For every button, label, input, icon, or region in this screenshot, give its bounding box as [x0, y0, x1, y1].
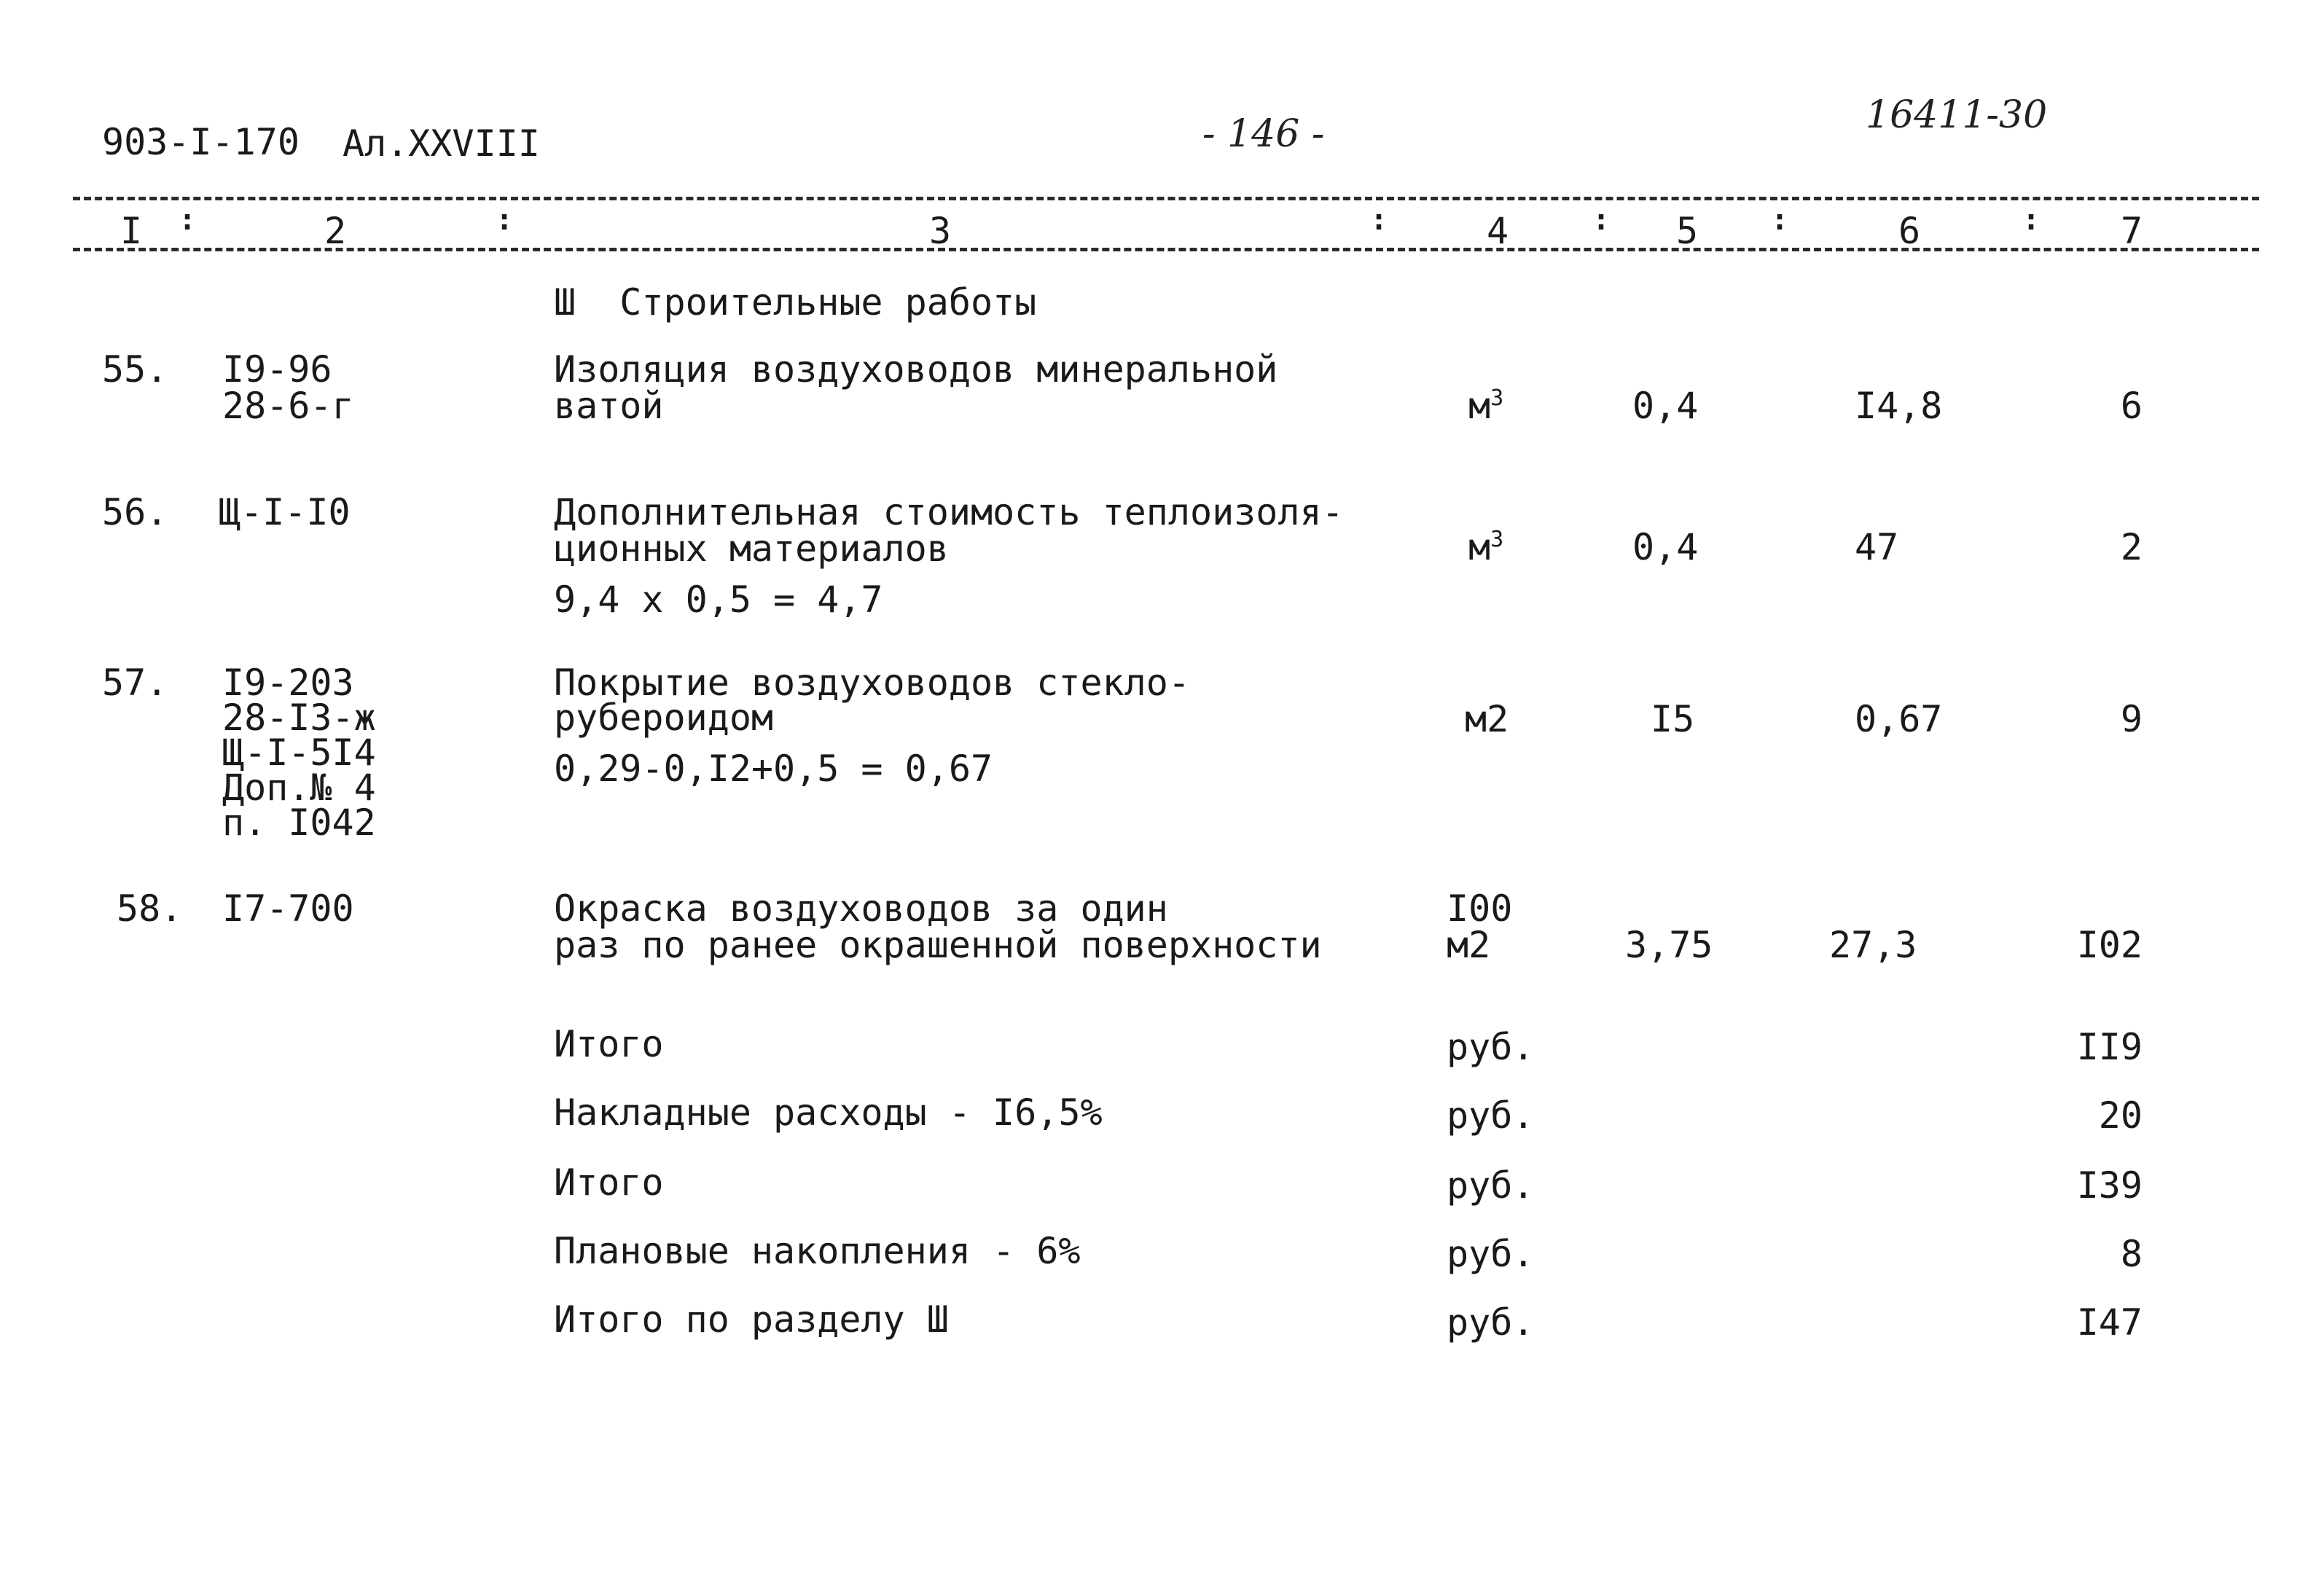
row-number: 55. — [102, 348, 168, 391]
row-code: 28-I3-ж — [222, 697, 376, 739]
header-rule-bottom — [73, 248, 2259, 251]
row-code: I9-96 — [222, 348, 332, 391]
row-unit-price: 0,67 — [1855, 698, 1943, 740]
page-number: - 146 - — [1202, 112, 1325, 156]
header-rule-top — [73, 197, 2259, 200]
summary-total: I39 — [2076, 1164, 2143, 1207]
row-calculation: 9,4 х 0,5 = 4,7 — [554, 579, 883, 621]
row-description: рубероидом — [554, 697, 774, 739]
summary-total: 8 — [2120, 1233, 2143, 1275]
summary-unit: руб. — [1447, 1026, 1535, 1068]
row-number: 58. — [117, 887, 183, 930]
row-description: ционных материалов — [554, 528, 949, 570]
row-quantity: I5 — [1651, 698, 1695, 740]
summary-total: I47 — [2076, 1301, 2143, 1344]
handwritten-ref: 16411-30 — [1866, 93, 2048, 137]
row-unit: м2 — [1465, 698, 1509, 740]
row-description: Окраска воздуховодов за один — [554, 887, 1168, 930]
summary-label: Итого — [554, 1023, 664, 1065]
col-header-6: 6 — [1898, 210, 1921, 252]
col-separator: : — [1771, 203, 1789, 237]
row-code: Щ-I-I0 — [219, 491, 351, 533]
row-code: I7-700 — [222, 887, 354, 930]
row-number: 57. — [102, 662, 168, 704]
row-code: п. I042 — [222, 801, 376, 844]
col-separator: : — [2022, 203, 2041, 237]
col-separator: : — [496, 203, 514, 237]
row-total: 6 — [2120, 385, 2143, 427]
col-header-1: I — [120, 210, 143, 252]
summary-unit: руб. — [1447, 1301, 1535, 1344]
row-unit: м2 — [1447, 924, 1491, 966]
col-separator: : — [179, 203, 197, 237]
row-total: 2 — [2120, 526, 2143, 568]
summary-unit: руб. — [1447, 1233, 1535, 1275]
row-quantity: 0,4 — [1632, 526, 1699, 568]
doc-code: 903-I-170 — [102, 121, 300, 163]
row-quantity: 3,75 — [1625, 924, 1713, 966]
section-title: Ш Строительные работы — [554, 281, 1037, 324]
row-description: Дополнительная стоимость теплоизоля- — [554, 491, 1344, 533]
row-unit-price: 27,3 — [1829, 924, 1917, 966]
row-unit: $м^3$ — [1468, 526, 1504, 568]
row-description: ватой — [554, 385, 664, 427]
row-quantity: 0,4 — [1632, 385, 1699, 427]
row-unit-price: 47 — [1855, 526, 1899, 568]
row-description: Изоляция воздуховодов минеральной — [554, 348, 1278, 391]
col-header-2: 2 — [324, 210, 347, 252]
sheet-label: Ал.XXVIII — [343, 122, 540, 165]
summary-unit: руб. — [1447, 1094, 1535, 1137]
col-separator: : — [1592, 203, 1611, 237]
row-unit-price: I4,8 — [1855, 385, 1943, 427]
col-header-5: 5 — [1676, 210, 1699, 252]
summary-label: Итого — [554, 1161, 664, 1204]
col-header-4: 4 — [1487, 210, 1509, 252]
summary-label: Накладные расходы - I6,5% — [554, 1091, 1103, 1134]
row-code: Щ-I-5I4 — [222, 732, 376, 774]
row-description: раз по ранее окрашенной поверхности — [554, 924, 1322, 966]
row-number: 56. — [102, 491, 168, 533]
row-unit: $м^3$ — [1468, 385, 1504, 427]
row-calculation: 0,29-0,I2+0,5 = 0,67 — [554, 748, 993, 790]
row-code: I9-203 — [222, 662, 354, 704]
summary-label: Итого по разделу Ш — [554, 1298, 949, 1341]
summary-label: Плановые накопления - 6% — [554, 1230, 1081, 1272]
col-separator: : — [1370, 203, 1388, 237]
row-description: Покрытие воздуховодов стекло- — [554, 662, 1190, 704]
summary-total: 20 — [2098, 1094, 2143, 1137]
row-code: 28-6-г — [222, 385, 354, 427]
row-total: 9 — [2120, 698, 2143, 740]
summary-total: II9 — [2076, 1026, 2143, 1068]
col-header-3: 3 — [929, 210, 952, 252]
row-total: I02 — [2076, 924, 2143, 966]
summary-unit: руб. — [1447, 1164, 1535, 1207]
col-header-7: 7 — [2121, 210, 2143, 252]
row-unit: I00 — [1447, 887, 1513, 930]
row-code: Доп.№ 4 — [222, 766, 376, 809]
